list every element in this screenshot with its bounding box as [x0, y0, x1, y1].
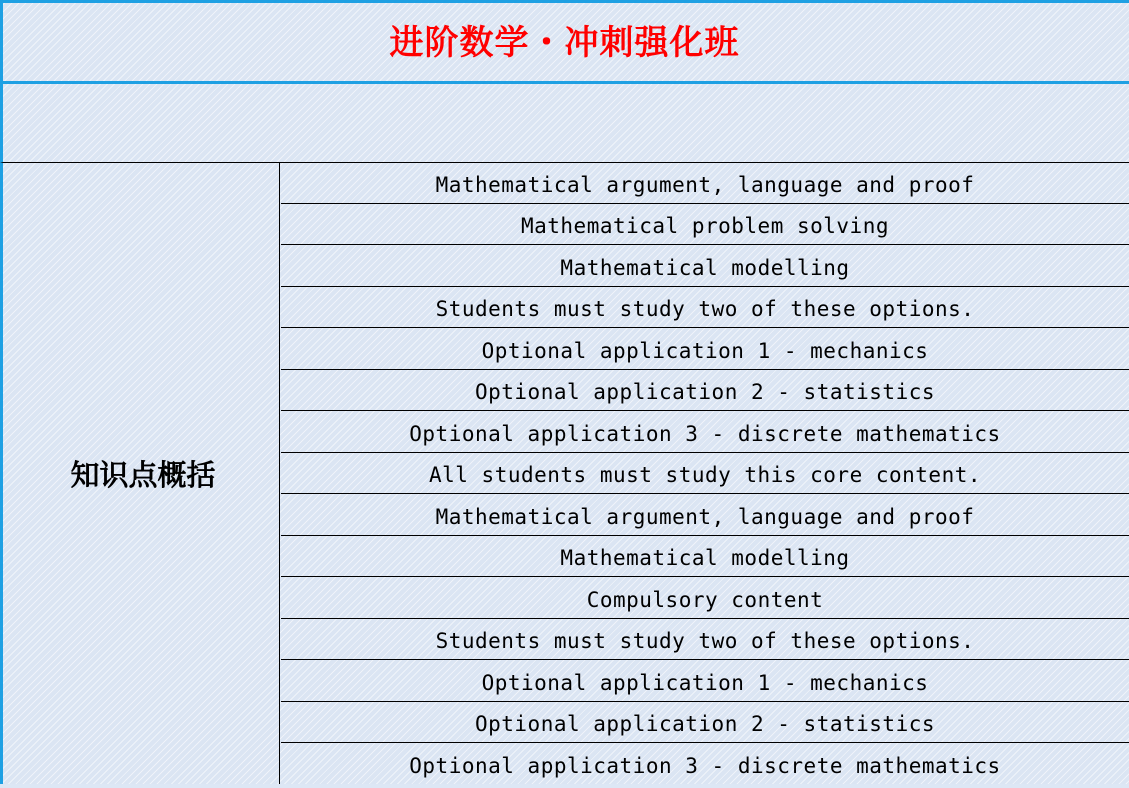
- topic-row: Mathematical modelling: [281, 246, 1129, 287]
- topic-row: Students must study two of these options.: [281, 619, 1129, 660]
- topic-row: Mathematical argument, language and proof: [281, 163, 1129, 204]
- topic-row: Optional application 3 - discrete mathematics: [409, 754, 1001, 778]
- topic-row: Students must study two of these options.: [281, 287, 1129, 328]
- topic-row: Optional application 3 - discrete mathematics: [281, 412, 1129, 453]
- topic-row: Optional application 2 - statistics: [281, 702, 1129, 743]
- topic-row: Optional application 1 - mechanics: [281, 661, 1129, 702]
- topic-row: Mathematical modelling: [281, 536, 1129, 577]
- knowledge-summary-label: 知识点概括: [70, 458, 216, 492]
- topic-row: Optional application 1 - mechanics: [281, 329, 1129, 370]
- topic-row: Optional application 2 - statistics: [281, 370, 1129, 411]
- topic-row: All students must study this core content.: [281, 453, 1129, 494]
- blank-band: [0, 84, 1129, 163]
- page-title: 进阶数学・冲刺强化班: [389, 23, 740, 63]
- side-label-cell: [0, 163, 280, 784]
- topic-row: Compulsory content: [281, 578, 1129, 619]
- topic-list: [281, 163, 1129, 784]
- topic-row: Mathematical argument, language and proof: [281, 495, 1129, 536]
- topic-row: Mathematical problem solving: [281, 204, 1129, 245]
